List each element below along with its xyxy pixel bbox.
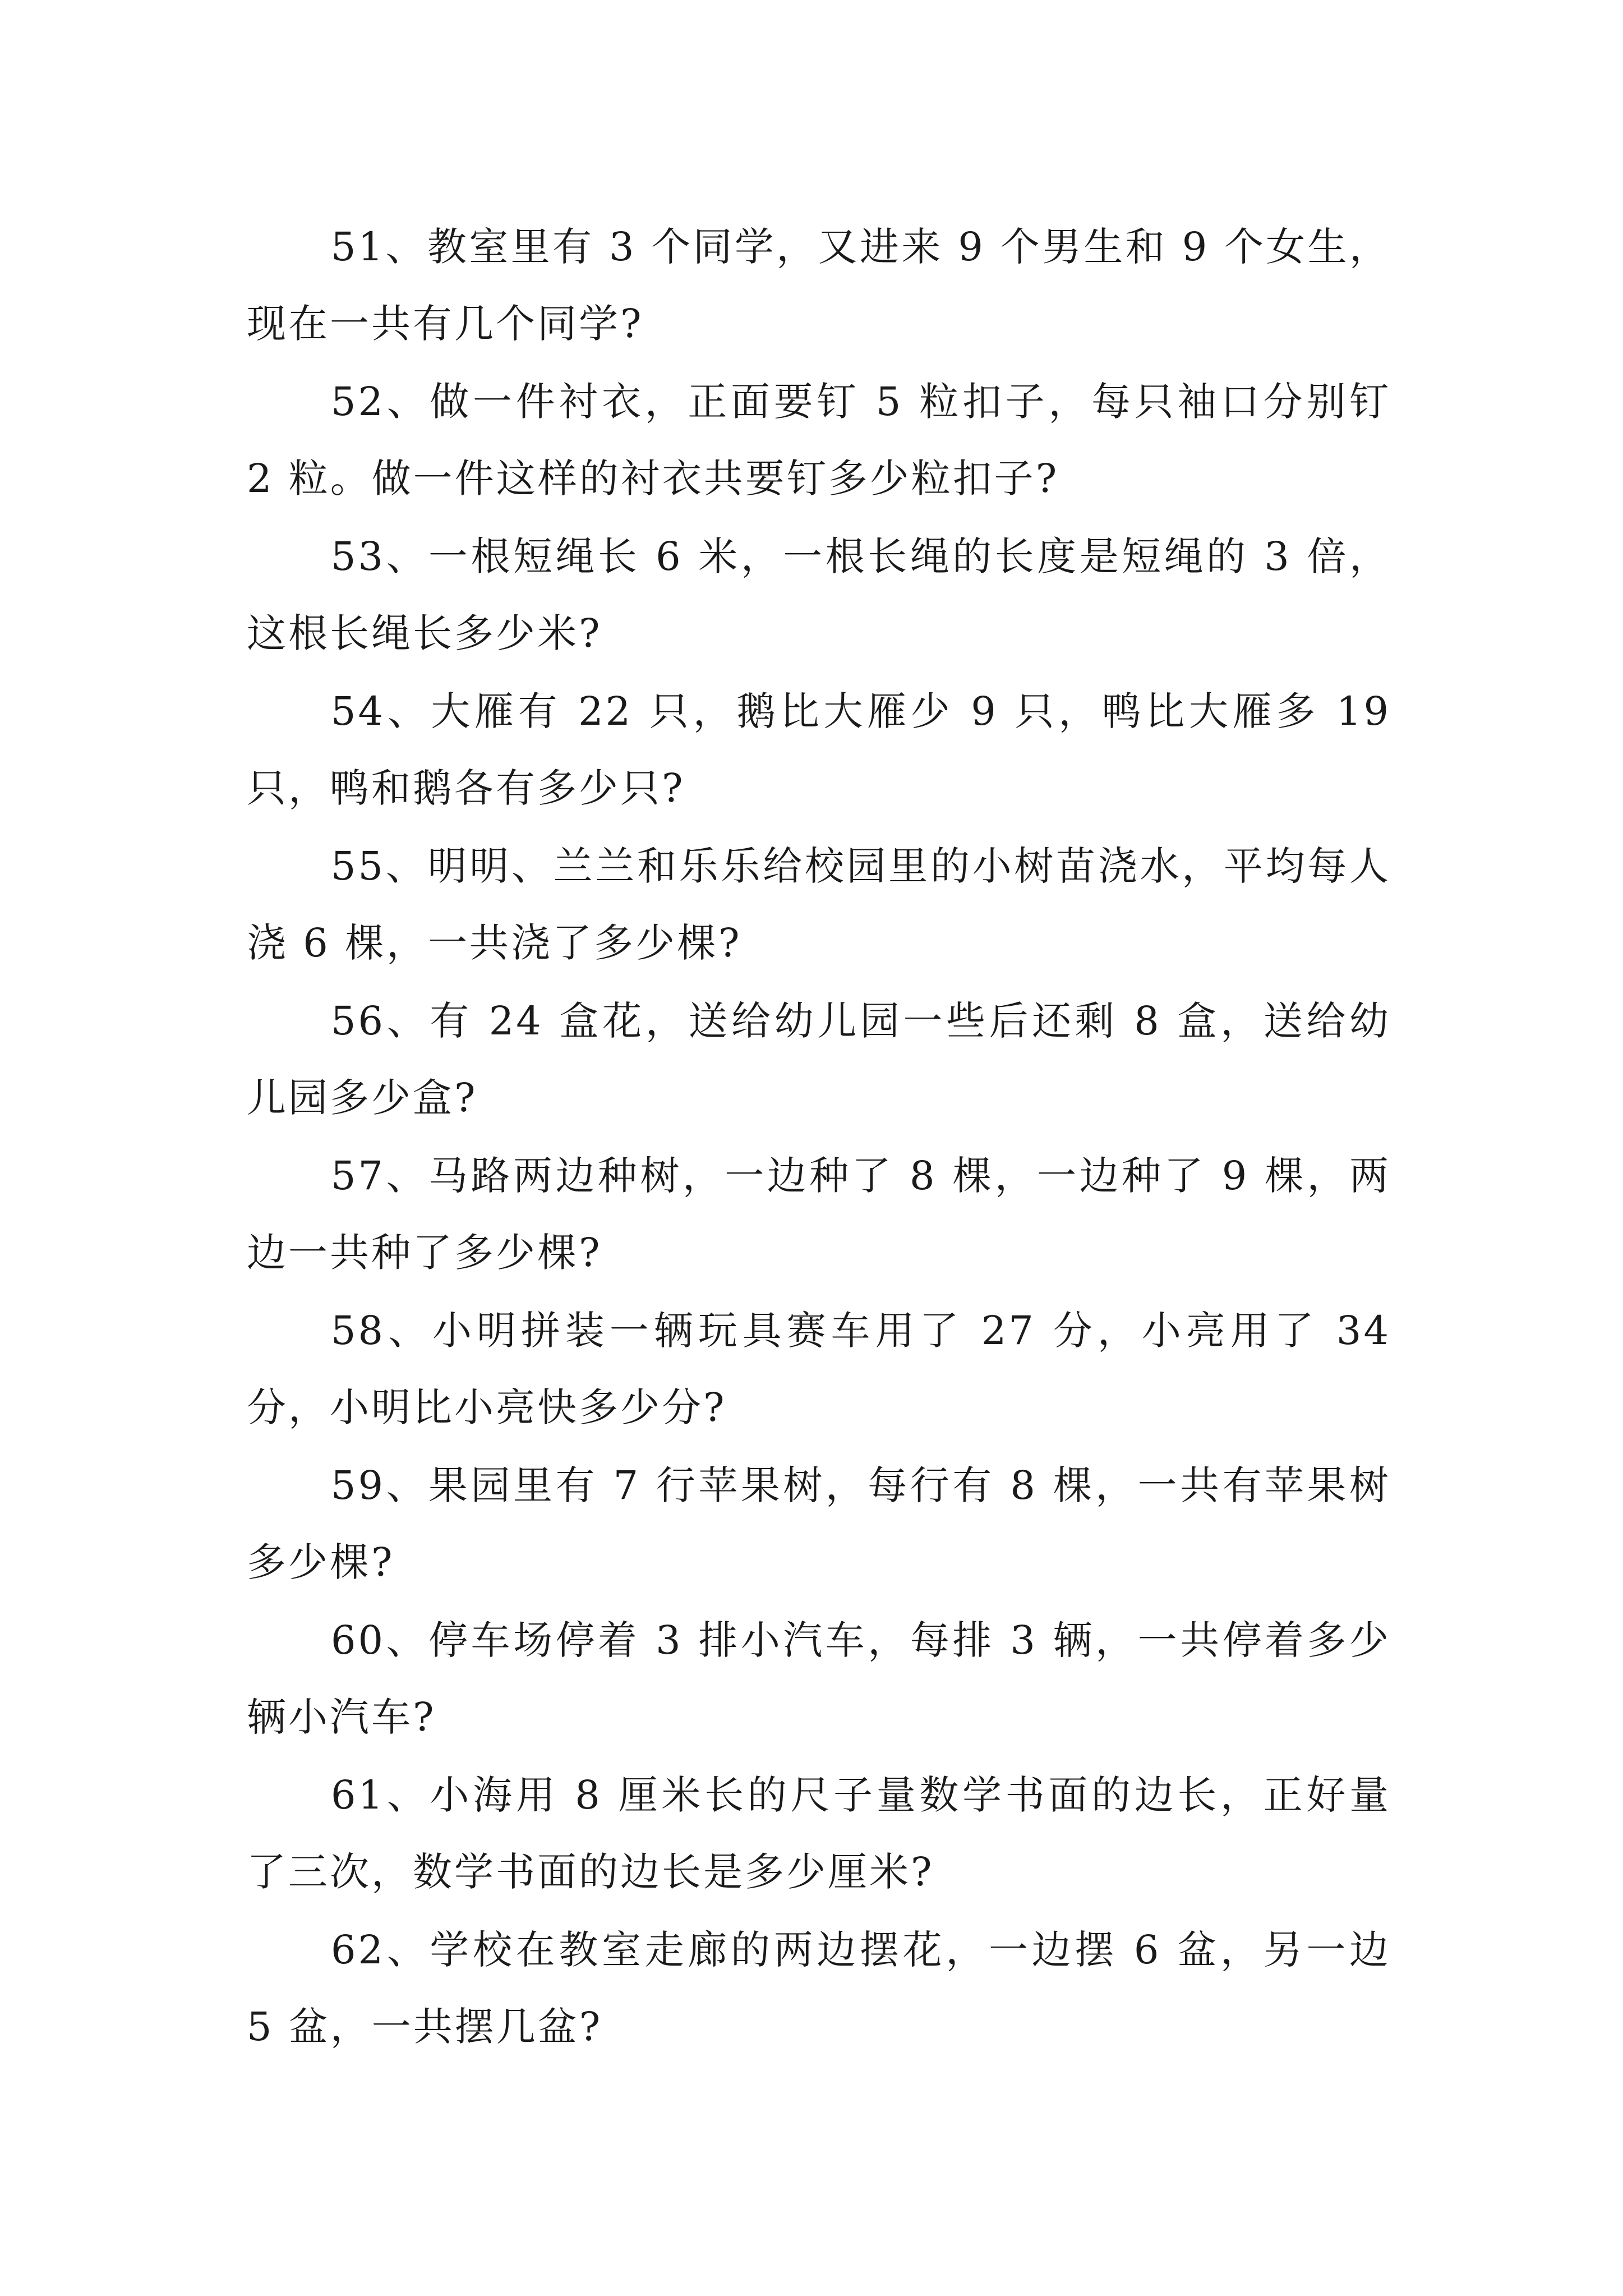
problem-62: 62、学校在教室走廊的两边摆花，一边摆 6 盆，另一边 5 盆，一共摆几盆? xyxy=(247,1927,1391,2050)
problem-52: 52、做一件衬衣，正面要钉 5 粒扣子，每只袖口分别钉 2 粒。做一件这样的衬衣共要钉多少粒扣子? xyxy=(247,379,1391,501)
problem-51: 51、教室里有 3 个同学，又进来 9 个男生和 9 个女生，现在一共有几个同学? xyxy=(247,224,1391,347)
problem-53: 53、一根短绳长 6 米，一根长绳的长度是短绳的 3 倍，这根长绳长多少米? xyxy=(247,533,1391,656)
problem-60: 60、停车场停着 3 排小汽车，每排 3 辆，一共停着多少辆小汽车? xyxy=(247,1617,1391,1740)
problem-55: 55、明明、兰兰和乐乐给校园里的小树苗浇水，平均每人浇 6 棵，一共浇了多少棵? xyxy=(247,843,1391,966)
problem-58: 58、小明拼装一辆玩具赛车用了 27 分，小亮用了 34 分，小明比小亮快多少分? xyxy=(247,1308,1391,1430)
problem-59: 59、果园里有 7 行苹果树，每行有 8 棵，一共有苹果树多少棵? xyxy=(247,1462,1391,1585)
problem-57: 57、马路两边种树，一边种了 8 棵，一边种了 9 棵，两边一共种了多少棵? xyxy=(247,1153,1391,1276)
problem-54: 54、大雁有 22 只，鹅比大雁少 9 只，鸭比大雁多 19 只，鸭和鹅各有多少只? xyxy=(247,688,1391,811)
problem-61: 61、小海用 8 厘米长的尺子量数学书面的边长，正好量了三次，数学书面的边长是多少厘米? xyxy=(247,1772,1391,1895)
problem-56: 56、有 24 盒花，送给幼儿园一些后还剩 8 盒，送给幼儿园多少盒? xyxy=(247,998,1391,1121)
